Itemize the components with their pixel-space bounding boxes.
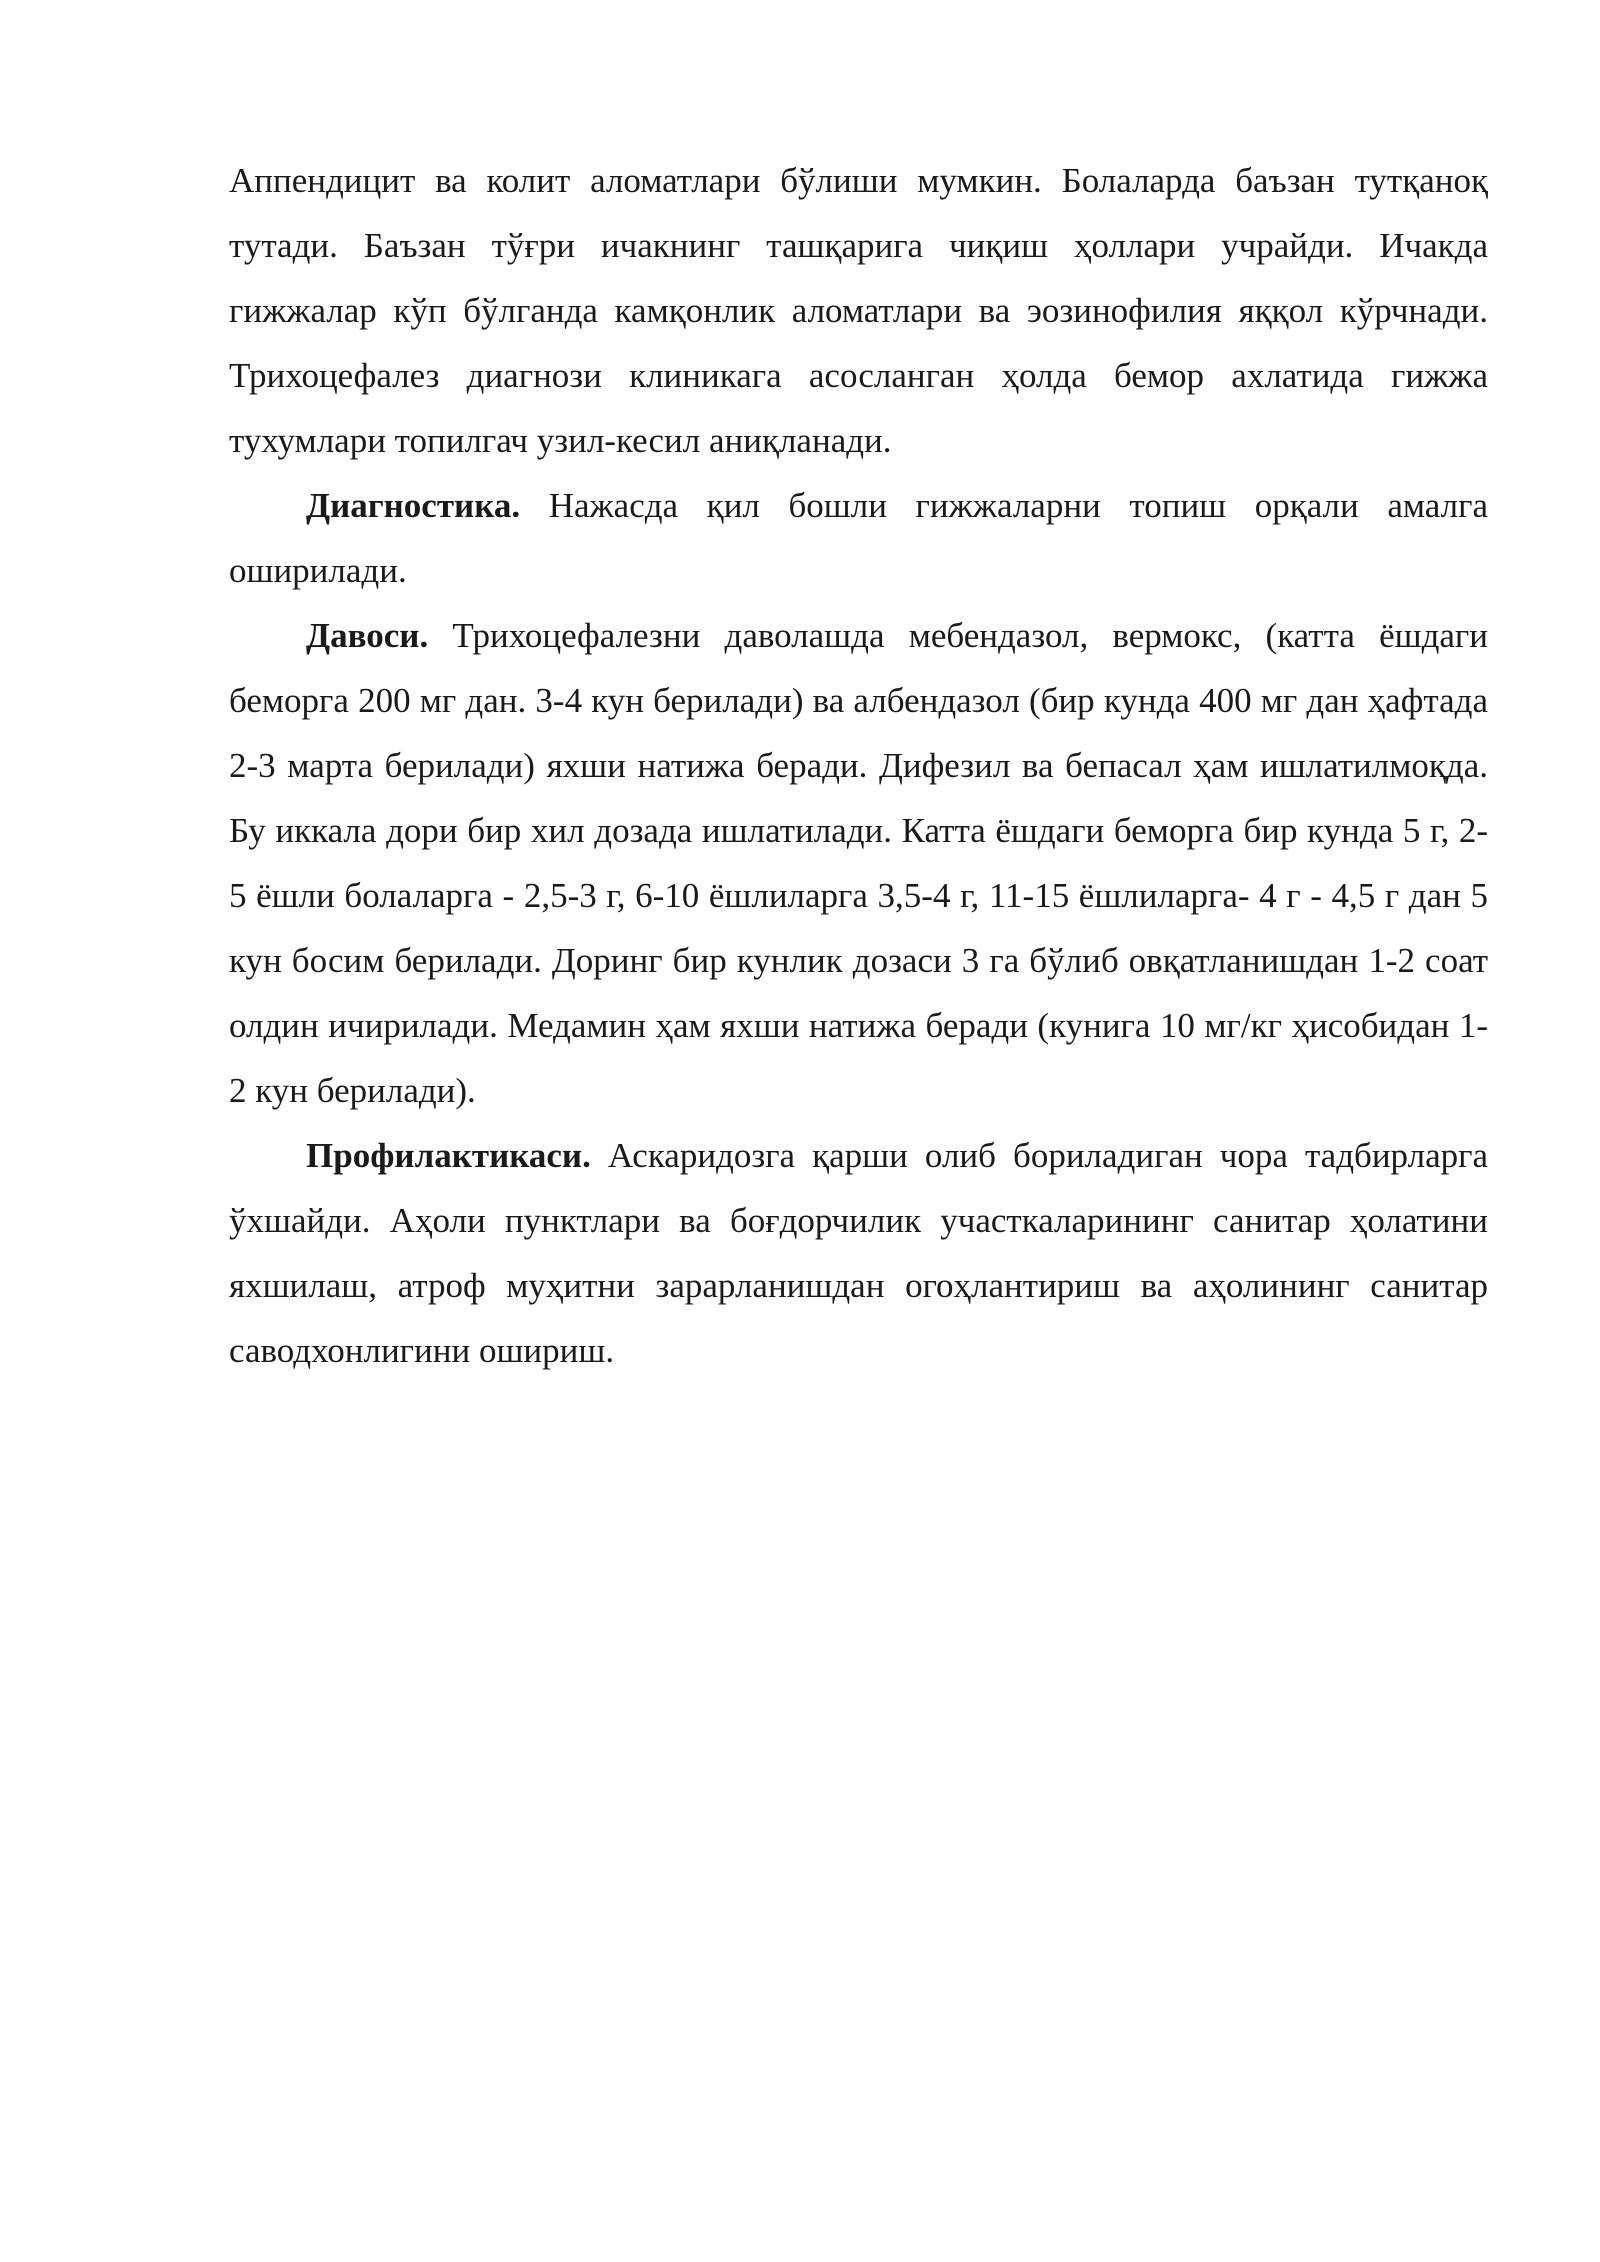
paragraph-diagnostics	[229, 473, 1488, 603]
section-heading-treatment: Давоси.	[306, 616, 429, 655]
paragraph-text: Аппендицит ва колит аломатлари бўлиши мумкин. Болаларда баъзан тутқаноқ тутади. Баъзан тўғри ичакнинг ташқарига чиқиш ҳоллари учрайди. Ичакда гижжалар кўп бўлганда камқонлик аломатлари ва эозинофилия яққол кўрчнади. Трихоцефалез диагнози клиникага асосланган ҳолда бемор ахлатида гижжа тухумлари топилгач узил-кесил аниқланади.	[229, 161, 1488, 460]
paragraph-text: Аскаридозга қарши олиб бориладиган чора тадбирларга ўхшайди. Аҳоли пунктлари ва боғдорчилик участкаларининг санитар ҳолатини яхшилаш, атроф муҳитни зарарланишдан огоҳлантириш ва аҳолининг санитар саводхонлигини ошириш.	[229, 1136, 1488, 1370]
paragraph-text: Нажасда қил бошли гижжаларни топиш орқали амалга оширилади.	[229, 486, 1488, 590]
paragraph-symptoms	[229, 148, 1488, 473]
section-heading-prevention: Профилактикаси.	[306, 1136, 591, 1175]
paragraph-text: Трихоцефалезни даволашда мебендазол, вермокс, (катта ёшдаги беморга 200 мг дан. 3-4 кун берилади) ва албендазол (бир кунда 400 мг дан ҳафтада 2-3 марта берилади) яхши натижа беради. Дифезил ва бепасал ҳам ишлатилмоқда. Бу иккала дори бир хил дозада ишлатилади. Катта ёшдаги беморга бир кунда 5 г, 2-5 ёшли болаларга - 2,5-3 г, 6-10 ёшлиларга 3,5-4 г, 11-15 ёшлиларга- 4 г - 4,5 г дан 5 кун босим берилади. Доринг бир кунлик дозаси 3 га бўлиб овқатланишдан 1-2 соат олдин ичирилади. Медамин ҳам яхши натижа беради (кунига 10 мг/кг ҳисобидан 1-2 кун берилади).	[229, 616, 1488, 1110]
paragraph-prevention	[229, 1123, 1488, 1383]
paragraph-treatment	[229, 603, 1488, 1123]
document-body	[229, 148, 1488, 1383]
section-heading-diagnostics: Диагностика.	[306, 486, 521, 525]
